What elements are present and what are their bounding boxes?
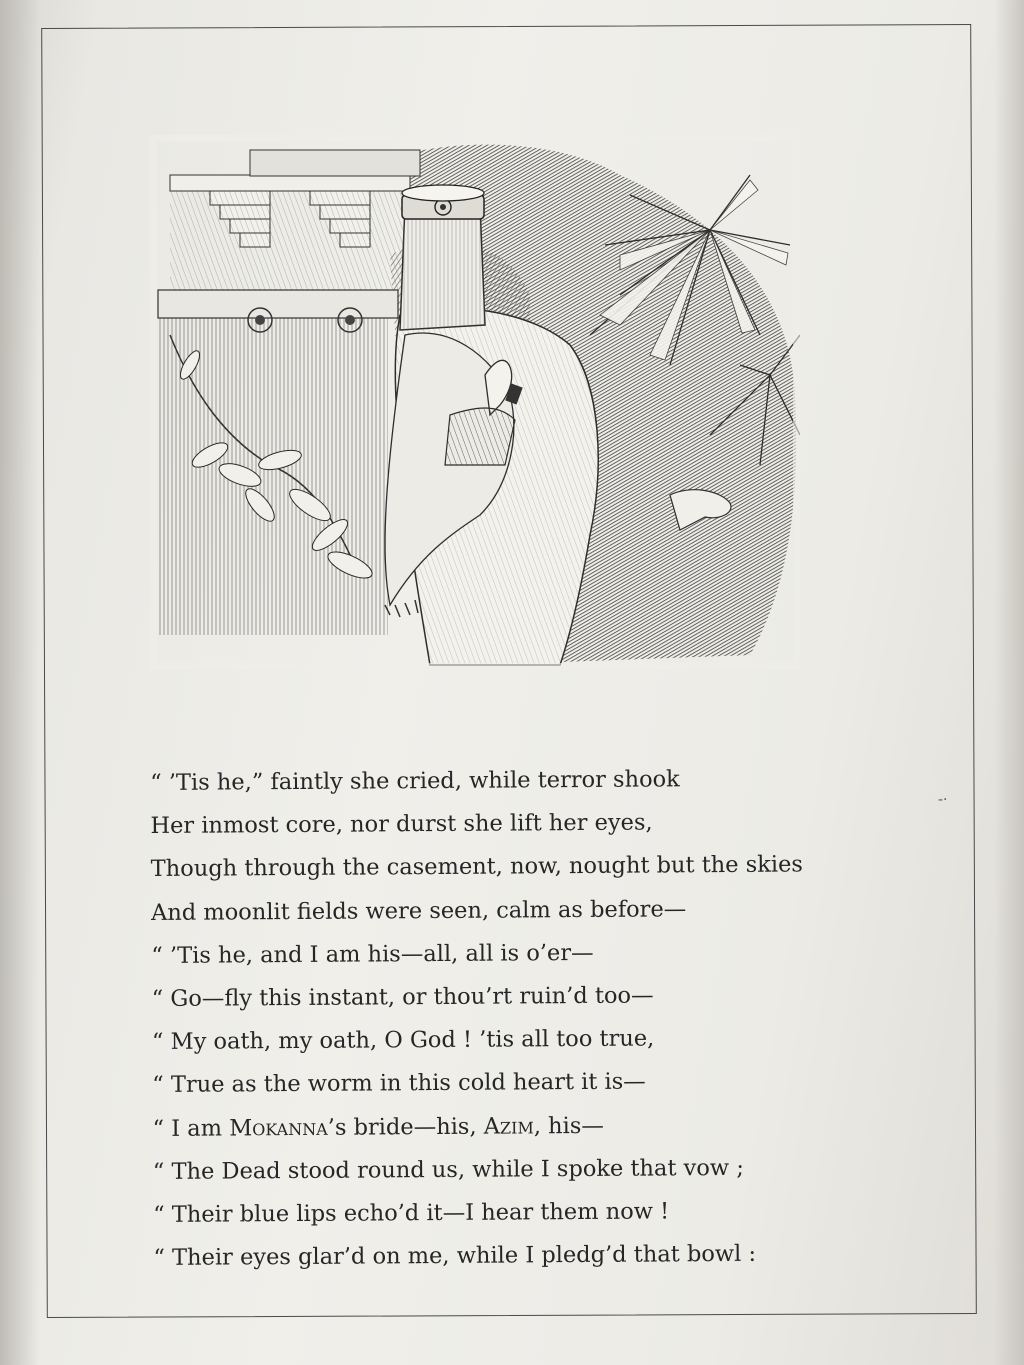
poem-line	[151, 887, 871, 935]
poem-line	[151, 843, 871, 891]
poem-line	[151, 930, 871, 978]
poem-line-text: “ My oath, my oath, O God ! ’tis all too true,	[151, 1025, 655, 1056]
poem-line-text: And moonlit fields were seen, calm as before—	[150, 895, 687, 926]
poem-line-text: Her inmost core, nor durst she lift her eyes,	[150, 809, 653, 840]
poem-line-text: “ ’Tis he,” faintly she cried, while terror shook	[150, 766, 680, 796]
poem-line-text: “ I am	[152, 1114, 230, 1142]
poem-line	[153, 1146, 873, 1194]
poem-line-text: ’s bride—his,	[327, 1113, 484, 1141]
name-mokanna: Mokanna	[229, 1114, 328, 1141]
poem-line	[152, 1059, 872, 1107]
poem-line-text: “ Their blue lips echo’d it—I hear them now !	[153, 1198, 670, 1228]
engraving-illustration	[150, 135, 800, 670]
poem-line-text: “ Go—fly this instant, or thou’rt ruin’d too—	[151, 982, 654, 1012]
poem-line	[152, 1102, 872, 1150]
poem-stanza	[150, 757, 874, 1280]
poem-line	[152, 1016, 872, 1064]
poem-line-text: “ The Dead stood round us, while I spoke that vow ;	[152, 1154, 744, 1185]
poem-line-text: Though through the casement, now, nought but the skies	[150, 851, 804, 883]
poem-line	[152, 973, 872, 1021]
poem-line	[153, 1232, 873, 1280]
page-shadow-left	[0, 0, 40, 1365]
poem-line	[150, 800, 870, 848]
poem-line-text: “ Their eyes glar’d on me, while I pledg’d that bowl :	[153, 1240, 757, 1272]
poem-line	[153, 1189, 873, 1237]
page-shadow-right	[994, 0, 1024, 1365]
poem-line-text: “ ’Tis he, and I am his—all, all is o’er—	[151, 939, 594, 969]
margin-mark: -·	[938, 792, 948, 808]
name-azim: Azim	[483, 1112, 534, 1140]
poem-line-text: “ True as the worm in this cold heart it is—	[152, 1068, 646, 1099]
poem-line	[150, 757, 870, 805]
poem-line-text: , his—	[533, 1112, 604, 1139]
